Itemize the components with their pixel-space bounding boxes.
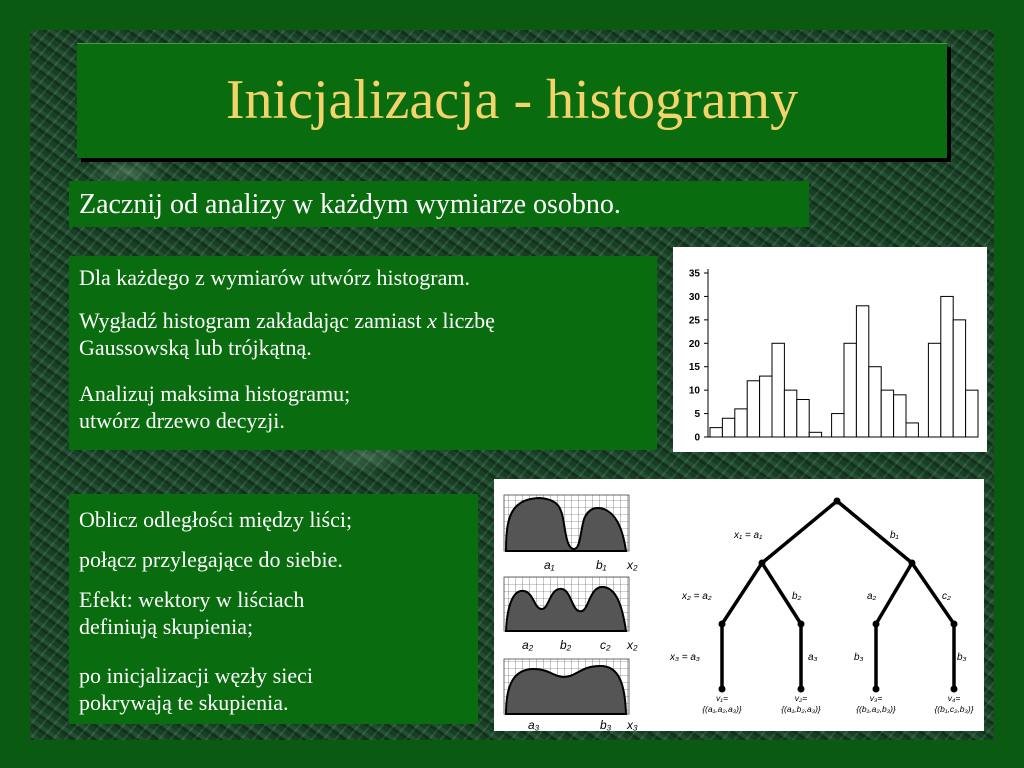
step-nodes-line1: po inicjalizacji węzły sieci — [79, 663, 313, 688]
tree-edge-label: x₃ = a₃ — [670, 652, 700, 663]
leaf-vector-name: v₂= — [794, 693, 808, 703]
tree-edge-label: a₃ — [808, 652, 818, 663]
histogram-bar — [809, 432, 821, 437]
histogram-bar — [906, 423, 918, 437]
intro-text: Zacznij od analizy w każdym wymiarze osobno. — [79, 189, 621, 220]
density-3-label-x: x₃ — [627, 718, 638, 731]
histogram-bar — [869, 367, 881, 437]
density-2-label-c: c₂ — [600, 638, 611, 652]
density-plot-3 — [504, 659, 638, 731]
step-smooth-text-c: Gaussowską lub trójkątną. — [79, 335, 312, 360]
density-plot-2 — [504, 577, 638, 652]
histogram-bar — [881, 390, 893, 437]
histogram-bar — [722, 418, 734, 437]
step-nodes — [79, 662, 313, 716]
histogram-panel — [673, 247, 987, 452]
intro-box — [69, 181, 809, 227]
density-3-label-b: b₃ — [600, 718, 612, 731]
tree-nodes — [719, 498, 958, 693]
leaf-vector-set: {(b₁,a₂,b₃)} — [856, 704, 896, 714]
histogram-bar — [941, 296, 953, 437]
histogram-y-tick-label: 20 — [688, 338, 700, 350]
step-distances: Oblicz odległości między liści; — [79, 507, 353, 532]
histogram-y-tick-label: 0 — [694, 432, 700, 444]
histogram-y-tick-label: 15 — [688, 362, 700, 374]
tree-figure — [494, 479, 984, 731]
decision-tree-panel — [494, 479, 984, 731]
steps-box-2 — [69, 494, 478, 724]
tree-edge-label: b₃ — [854, 652, 864, 663]
histogram-chart — [673, 247, 987, 452]
leaf-vector-set: {(b₁,c₂,b₃)} — [934, 704, 974, 714]
histogram-bar — [772, 343, 784, 437]
density-3-label-a: a₃ — [528, 718, 540, 731]
step-smooth-text-a: Wygładź histogram zakładając zamiast — [79, 308, 428, 333]
step-nodes-line2: pokrywają te skupienia. — [79, 690, 289, 715]
step-effect — [79, 586, 304, 640]
tree-edge-label: x₂ = a₂ — [682, 591, 712, 602]
step-smooth-text-b: liczbę — [436, 308, 495, 333]
histogram-y-tick-label: 30 — [688, 291, 700, 303]
density-plot-1 — [504, 495, 638, 572]
histogram-bar — [784, 390, 796, 437]
step-maxima — [79, 380, 350, 434]
leaf-vector-set: {(a₁,b₂,a₃)} — [781, 704, 821, 714]
histogram-bar — [710, 428, 722, 437]
density-2-label-x: x₂ — [627, 638, 638, 652]
density-2-label-b: b₂ — [560, 638, 572, 652]
histogram-bar — [844, 343, 856, 437]
histogram-bar — [928, 343, 940, 437]
tree-edge-label: c₂ — [942, 591, 951, 602]
histogram-y-tick-label: 5 — [694, 409, 700, 421]
histogram-bar — [966, 390, 978, 437]
histogram-bar — [747, 381, 759, 437]
title-box — [77, 43, 947, 158]
steps-box-1 — [69, 256, 657, 450]
histogram-bar — [832, 414, 844, 437]
density-1-label-b: b₁ — [596, 558, 607, 572]
step-merge: połącz przylegające do siebie. — [79, 547, 343, 572]
tree-edge-label: b₁ — [890, 530, 899, 541]
step-smooth-variable: x — [427, 308, 437, 333]
leaf-vector-name: v₄= — [947, 693, 961, 703]
histogram-bar — [856, 306, 868, 437]
step-smooth — [79, 307, 495, 361]
histogram-bar — [760, 376, 772, 437]
tree-edge-label: x₁ = a₁ — [734, 530, 763, 541]
leaf-vector-name: v₃= — [869, 693, 883, 703]
histogram-bar — [894, 395, 906, 437]
histogram-bar — [953, 320, 965, 437]
tree-edge-label: b₃ — [957, 652, 967, 663]
tree-edge-label: a₂ — [867, 591, 877, 602]
leaf-vector-name: v₁= — [716, 693, 728, 703]
density-1-label-x: x₂ — [627, 558, 638, 572]
density-2-label-a: a₂ — [522, 638, 534, 652]
step-maxima-line1: Analizuj maksima histogramu; — [79, 381, 351, 406]
slide-title: Inicjalizacja - histogramy — [225, 69, 799, 131]
step-histogram: Dla każdego z wymiarów utwórz histogram. — [79, 265, 470, 290]
tree-edge-label: b₂ — [792, 591, 802, 602]
histogram-y-tick-label: 10 — [688, 385, 700, 397]
step-maxima-line2: utwórz drzewo decyzji. — [79, 408, 285, 433]
histogram-y-tick-label: 35 — [688, 268, 700, 280]
step-effect-line2: definiują skupienia; — [79, 614, 254, 639]
histogram-y-tick-label: 25 — [688, 315, 700, 327]
histogram-bar — [735, 409, 747, 437]
histogram-bar — [797, 400, 809, 437]
leaf-vector-set: {(a₁,a₂,a₃)} — [702, 704, 742, 714]
density-1-label-a: a₁ — [544, 558, 555, 572]
step-effect-line1: Efekt: wektory w liściach — [79, 587, 305, 612]
